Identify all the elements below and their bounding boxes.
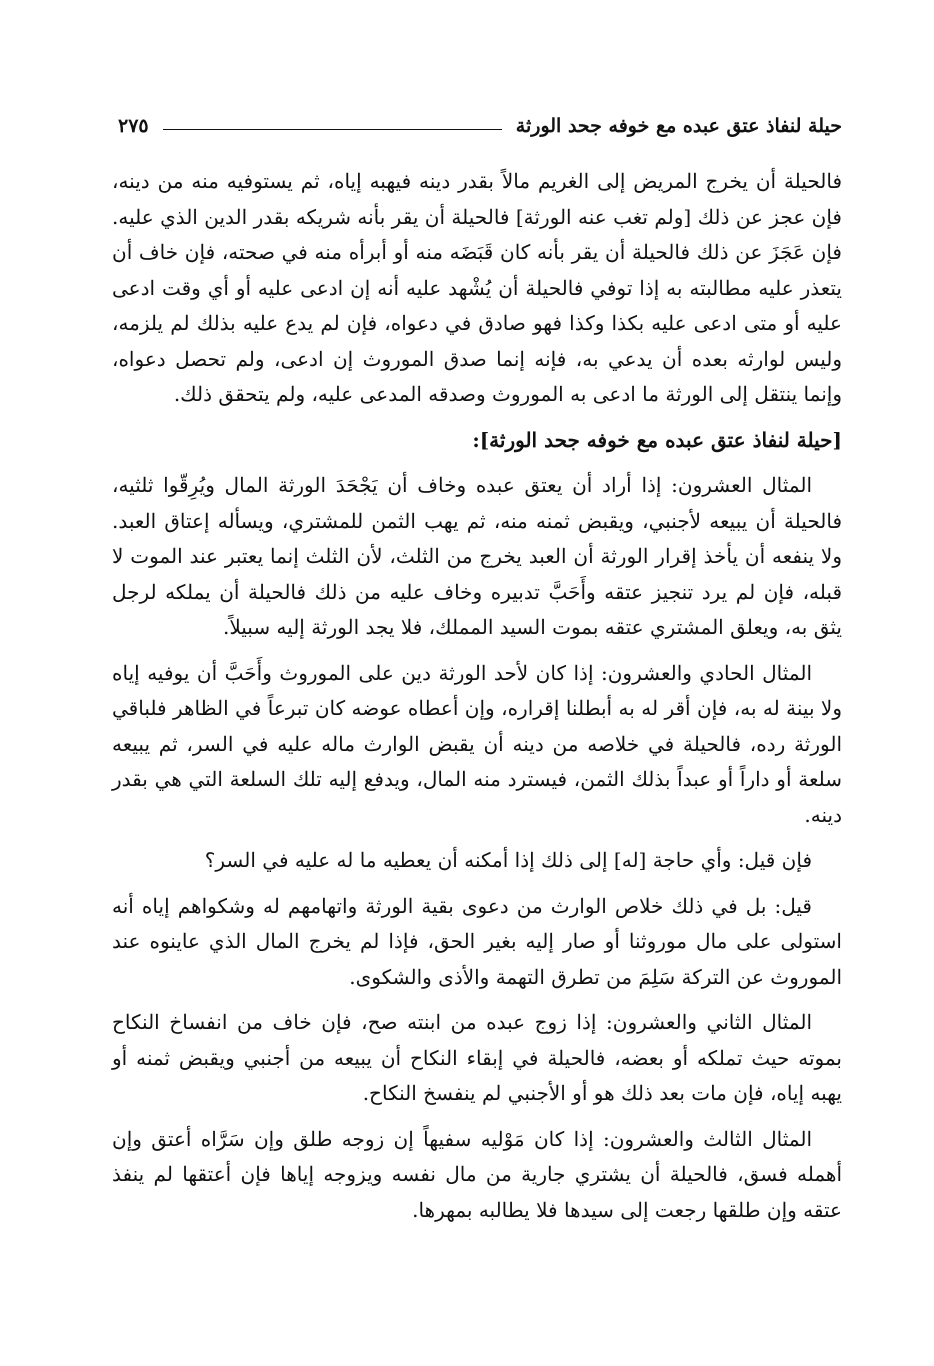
header-rule [163, 129, 502, 130]
paragraph-example-22: المثال الثاني والعشرون: إذا زوج عبده من ابنته صح، فإن خاف من انفساخ النكاح بموته حيث تملكه أو بعضه، فالحيلة في إبقاء النكاح أن يبيعه من أجنبي ويقبض ثمنه أو يهبه إياه، فإن مات بعد ذلك هو أو الأجنبي لم ينفسخ النكاح. [112, 1010, 842, 1105]
paragraph-answer: قيل: بل في ذلك خلاص الوارث من دعوى بقية الورثة واتهامهم له وشكواهم إياه أنه استولى على مال موروثنا أو صار إليه بغير الحق، فإذا لم يخرج المال الذي عاينوه عند الموروث عن التركة سَلِمَ من تطرق التهمة والأذى والشكوى. [112, 893, 842, 989]
paragraph-question: فإن قيل: وأي حاجة [له] إلى ذلك إذا أمكنه أن يعطيه ما له عليه في السر؟ [204, 848, 812, 872]
running-title: حيلة لنفاذ عتق عبده مع خوفه جحد الورثة [515, 115, 842, 137]
running-header [118, 108, 842, 144]
paragraph-example-20: المثال العشرون: إذا أراد أن يعتق عبده وخاف أن يَجْحَدَ الورثة المال ويُرِقّوا ثلثيه، فالحيلة أن يبيعه لأجنبي، ويقبض ثمنه منه، ثم يهب الثمن للمشتري، ويسأله إعتاق العبد. ولا ينفعه أن يأخذ إقرار الورثة أن العبد يخرج من الثلث، لأن الثلث إنما يعتبر عند الموت لا قبله، فإن لم يرد تنجيز عتقه وأَحَبَّ تدبيره وخاف عليه من ذلك فالحيلة أن يملكه لرجل يثق به، ويعلق المشتري عتقه بموت السيد المملك، فلا يجد الورثة إليه سبيلاً. [112, 473, 842, 639]
section-heading: [حيلة لنفاذ عتق عبده مع خوفه جحد الورثة]: [472, 427, 842, 452]
page-number: ٢٧٥ [118, 115, 149, 137]
paragraph-example-23: المثال الثالث والعشرون: إذا كان مَوْليه سفيهاً إن زوجه طلق وإن سَرَّاه أعتق وإن أهمله فسق، فالحيلة أن يشتري جارية من مال نفسه ويزوجه إياها فإن أعتقها لم ينفذ عتقه وإن طلقها رجعت إلى سيدها فلا يطالبه بمهرها. [112, 1126, 842, 1222]
body-text [112, 164, 842, 1228]
paragraph-example-21: المثال الحادي والعشرون: إذا كان لأحد الورثة دين على الموروث وأَحَبَّ أن يوفيه إياه ولا بينة له به، فإن أقر له به أبطلنا إقراره، وإن أعطاه عوضه كان تبرعاً في الظاهر فلباقي الورثة رده، فالحيلة في خلاصه من دينه أن يقبض الوارث ماله عليه في السر، ثم يبيعه سلعة أو داراً أو عبداً بذلك الثمن، فيسترد منه المال، ويدفع إليه تلك السلعة التي هي بقدر دينه. [112, 660, 842, 827]
paragraph-continuation: فالحيلة أن يخرج المريض إلى الغريم مالاً بقدر دينه فيهبه إياه، ثم يستوفيه منه من دينه، فإن عجز عن ذلك [ولم تغب عنه الورثة] فالحيلة أن يقر بأنه شريكه بقدر الدين الذي عليه. فإن عَجَزَ عن ذلك فالحيلة أن يقر بأنه كان قَبَضَه منه أو أبرأه منه في صحته، فإن خاف أن يتعذر عليه مطالبته به إذا توفي فالحيلة أن يُشْهد عليه أنه إن ادعى عليه أو أي وقت ادعى عليه أو متى ادعى عليه بكذا وكذا فهو صادق في دعواه، فإن لم يدع عليه بذلك لم يلزمه، وليس لوارثه بعده أن يدعي به، فإنه إنما صدق الموروث إن ادعى، ولم تحصل دعواه، وإنما ينتقل إلى الورثة ما ادعى به الموروث وصدقه المدعى عليه، ولم يتحقق ذلك. [112, 169, 842, 406]
